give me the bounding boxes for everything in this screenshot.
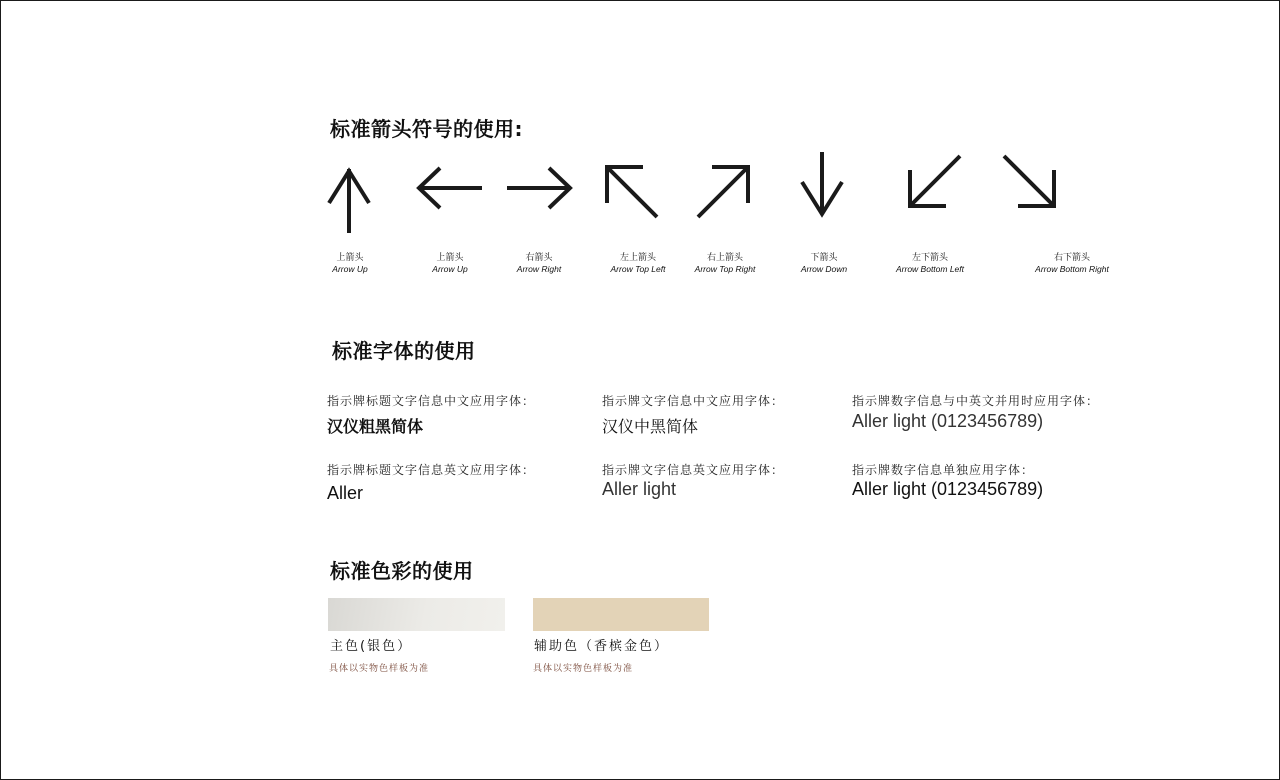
arrow-caption-zh: 左上箭头 [619,253,656,263]
arrow-caption-zh: 上箭头 [336,253,364,263]
swatch-name: 辅助色（香槟金色） [534,639,670,654]
arrow-caption-en: Arrow Bottom Left [895,264,965,274]
arrow-top-left-icon [603,163,661,221]
swatch-note: 具体以实物色样板为准 [533,664,634,674]
font-sample: Aller light [602,479,677,499]
arrow-caption-bottom-right [1035,253,1109,275]
font-label: 指示牌数字信息单独应用字体： [852,463,1035,477]
fonts-section-title: 标准字体的使用 [332,339,476,363]
arrow-up-icon [327,165,373,235]
arrow-caption-en: Arrow Top Left [610,264,666,274]
arrow-caption-zh: 右上箭头 [706,253,744,263]
arrow-top-right-icon [694,163,752,221]
arrow-caption-en: Arrow Up [432,264,468,274]
champagne-gold-color-swatch [533,598,709,631]
arrow-caption-right [517,253,561,275]
font-label: 指示牌标题文字信息英文应用字体： [327,463,536,477]
arrows-section-title: 标准箭头符号的使用: [330,117,523,141]
arrow-caption-en: Arrow Down [800,264,848,274]
arrow-down-icon [800,150,846,220]
arrow-caption-up [332,253,367,275]
arrow-caption-zh: 左下箭头 [911,253,948,263]
arrow-caption-zh: 右箭头 [525,253,553,263]
arrow-caption-zh: 下箭头 [810,253,838,263]
arrow-caption-top-left [611,253,666,275]
silver-color-swatch [328,598,505,631]
arrow-caption-top-right [695,253,756,275]
arrow-caption-en: Arrow Bottom Right [1035,264,1109,274]
font-sample: Aller [327,483,364,503]
arrow-left-icon [414,166,484,212]
arrow-caption-en: Arrow Right [516,264,562,274]
arrow-caption-zh: 上箭头 [436,253,464,263]
arrow-bottom-left-icon [906,152,964,210]
font-sample: 汉仪中黑简体 [602,417,699,436]
font-label: 指示牌文字信息英文应用字体： [602,463,785,477]
font-label: 指示牌数字信息与中英文并用时应用字体： [852,394,1100,408]
font-label: 指示牌标题文字信息中文应用字体： [327,394,536,408]
arrow-caption-zh: 右下箭头 [1053,253,1091,263]
font-label: 指示牌文字信息中文应用字体： [602,394,785,408]
arrow-right-icon [505,166,575,212]
colors-section-title: 标准色彩的使用 [330,559,474,583]
font-sample: Aller light (0123456789) [852,479,1044,499]
arrow-bottom-right-icon [1000,152,1058,210]
font-sample: Aller light (0123456789) [852,411,1044,431]
arrow-caption-bottom-left [896,253,964,275]
arrow-caption-en: Arrow Up [332,264,368,274]
arrow-caption-en: Arrow Top Right [694,264,756,274]
swatch-name: 主色(银色） [330,639,413,654]
font-sample: 汉仪粗黑简体 [327,417,424,436]
arrow-caption-down [801,253,847,275]
swatch-note: 具体以实物色样板为准 [329,664,430,674]
arrow-caption-left [432,253,467,275]
